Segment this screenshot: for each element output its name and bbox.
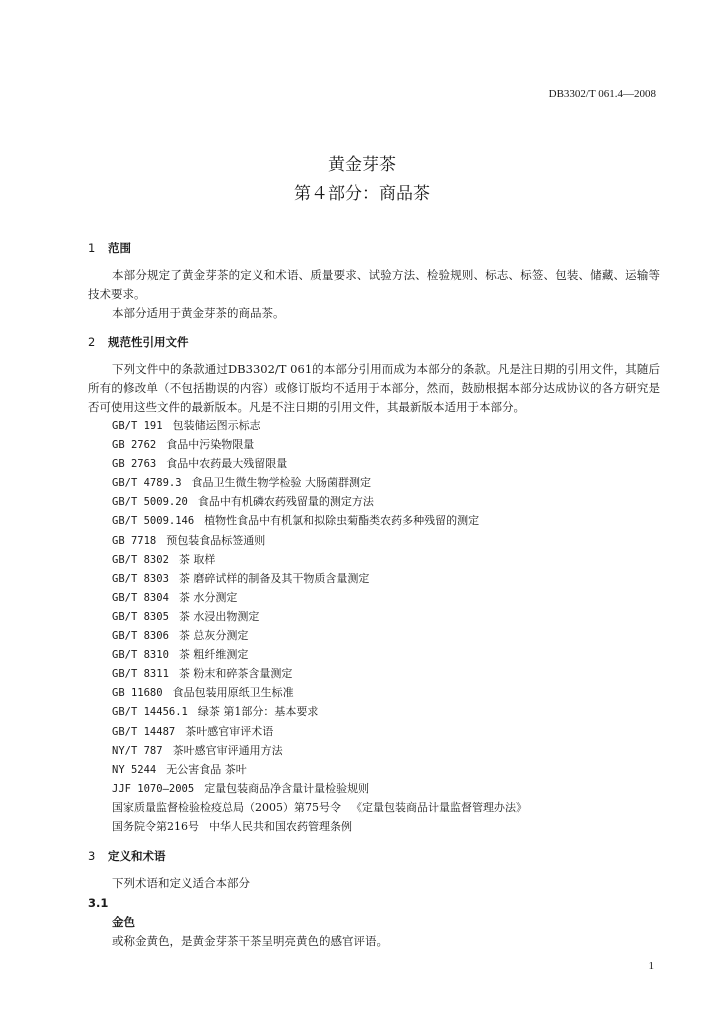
section-3-heading [88,848,166,864]
section-1-paragraph-1: 本部分规定了黄金芽茶的定义和术语、质量要求、试验方法、检验规则、标志、标签、包装、储藏、运输等技术要求。 [88,268,660,301]
reference-code: GB/T 8305 [112,610,169,623]
reference-title: 茶 粗纤维测定 [178,648,249,662]
term-name: 金色 [112,915,135,929]
reference-code: GB/T 14456.1 [112,706,188,719]
reference-item [112,760,527,779]
reference-title: 植物性食品中有机氯和拟除虫菊酯类农药多种残留的测定 [204,514,480,528]
section-2-heading [88,334,189,350]
reference-code: GB/T 4789.3 [112,477,182,490]
reference-item [112,683,527,702]
reference-item [112,416,527,435]
reference-code: GB/T 8302 [112,553,169,566]
section-1-number: 1 [88,241,96,255]
reference-title: 预包装食品标签通则 [166,533,266,547]
reference-code: GB 2762 [112,439,157,452]
reference-item [112,607,527,626]
section-2-title: 规范性引用文件 [108,335,189,349]
clause-3-1-number: 3.1 [88,896,109,910]
reference-code: GB/T 8303 [112,572,169,585]
reference-title: 茶 磨碎试样的制备及其干物质含量测定 [178,571,370,585]
reference-title: 《定量包装商品计量监督管理办法》 [351,800,527,814]
reference-code: GB/T 8311 [112,668,169,681]
reference-title: 茶 粉末和碎茶含量测定 [178,667,293,681]
page-number: 1 [648,960,654,972]
reference-code: GB 7718 [112,534,157,547]
reference-item [112,511,527,530]
reference-code: GB/T 14487 [112,725,176,738]
reference-item [112,702,527,721]
reference-title: 食品中污染物限量 [166,438,255,452]
section-3-number: 3 [88,849,96,863]
reference-title: 包装储运图示标志 [172,419,261,432]
reference-code: JJF 1070—2005 [112,782,195,795]
reference-title: 定量包装商品净含量计量检验规则 [204,781,370,795]
reference-code: GB 2763 [112,458,157,471]
reference-code: NY/T 787 [112,744,163,757]
reference-item [112,626,527,645]
reference-code: GB/T 5009.146 [112,515,195,528]
reference-code: GB/T 5009.20 [112,496,188,509]
reference-item [112,435,527,454]
document-subtitle: 第４部分：商品茶 [294,184,430,204]
reference-item [112,569,527,588]
reference-item [112,492,527,511]
reference-item [112,550,527,569]
reference-list [112,416,527,836]
reference-title: 中华人民共和国农药管理条例 [209,819,352,833]
reference-item [112,664,527,683]
reference-item [112,473,527,492]
section-1-paragraph-2: 本部分适用于黄金芽茶的商品茶。 [112,306,285,320]
reference-title: 茶 水分测定 [178,590,238,604]
document-title: 黄金芽茶 [328,155,396,175]
reference-title: 食品卫生微生物学检验 大肠菌群测定 [191,476,372,490]
reference-item [112,817,527,836]
reference-item [112,741,527,760]
reference-item [112,531,527,550]
reference-title: 食品中农药最大残留限量 [166,457,288,471]
reference-title: 无公害食品 茶叶 [166,762,247,776]
reference-code: GB/T 8306 [112,630,169,643]
reference-title: 茶 总灰分测定 [178,629,249,643]
reference-item [112,645,527,664]
reference-item [112,798,527,817]
reference-code: GB/T 8310 [112,649,169,662]
section-2-number: 2 [88,335,96,349]
reference-code: 国家质量监督检验检疫总局（2005）第75号令 [112,800,341,814]
reference-title: 食品包装用原纸卫生标准 [172,686,294,700]
reference-title: 茶 取样 [178,552,216,566]
reference-code: GB 11680 [112,687,163,700]
reference-code: NY 5244 [112,763,157,776]
reference-title: 食品中有机磷农药残留量的测定方法 [197,495,374,509]
reference-item [112,722,527,741]
reference-item [112,454,527,473]
reference-code: GB/T 191 [112,420,163,432]
reference-code: 国务院令第216号 [112,819,199,833]
document-code: DB3302/T 061.4—2008 [548,88,656,100]
reference-code: GB/T 8304 [112,591,169,604]
reference-title: 茶 水浸出物测定 [178,609,260,623]
section-3-title: 定义和术语 [108,849,166,863]
section-1-title: 范围 [108,241,131,255]
section-2-intro: 下列文件中的条款通过DB3302/T 061的本部分引用而成为本部分的条款。凡是注日期的引用文件，其随后所有的修改单（不包括勘误的内容）或修订版均不适用于本部分，然而，鼓励根据本部分达成协议的各方研究是否可使用这些文件的最新版本。凡是不注日期的引用文件，其最新版本适用于本部分。 [88,362,660,414]
reference-title: 茶叶感官审评术语 [185,724,274,738]
reference-item [112,588,527,607]
reference-title: 绿茶 第1部分：基本要求 [197,705,319,719]
term-definition: 或称金黄色，是黄金芽茶干茶呈明亮黄色的感官评语。 [112,934,388,948]
reference-item [112,779,527,798]
section-3-intro: 下列术语和定义适合本部分 [112,876,250,890]
section-1-heading [88,240,131,256]
reference-title: 茶叶感官审评通用方法 [172,743,283,757]
